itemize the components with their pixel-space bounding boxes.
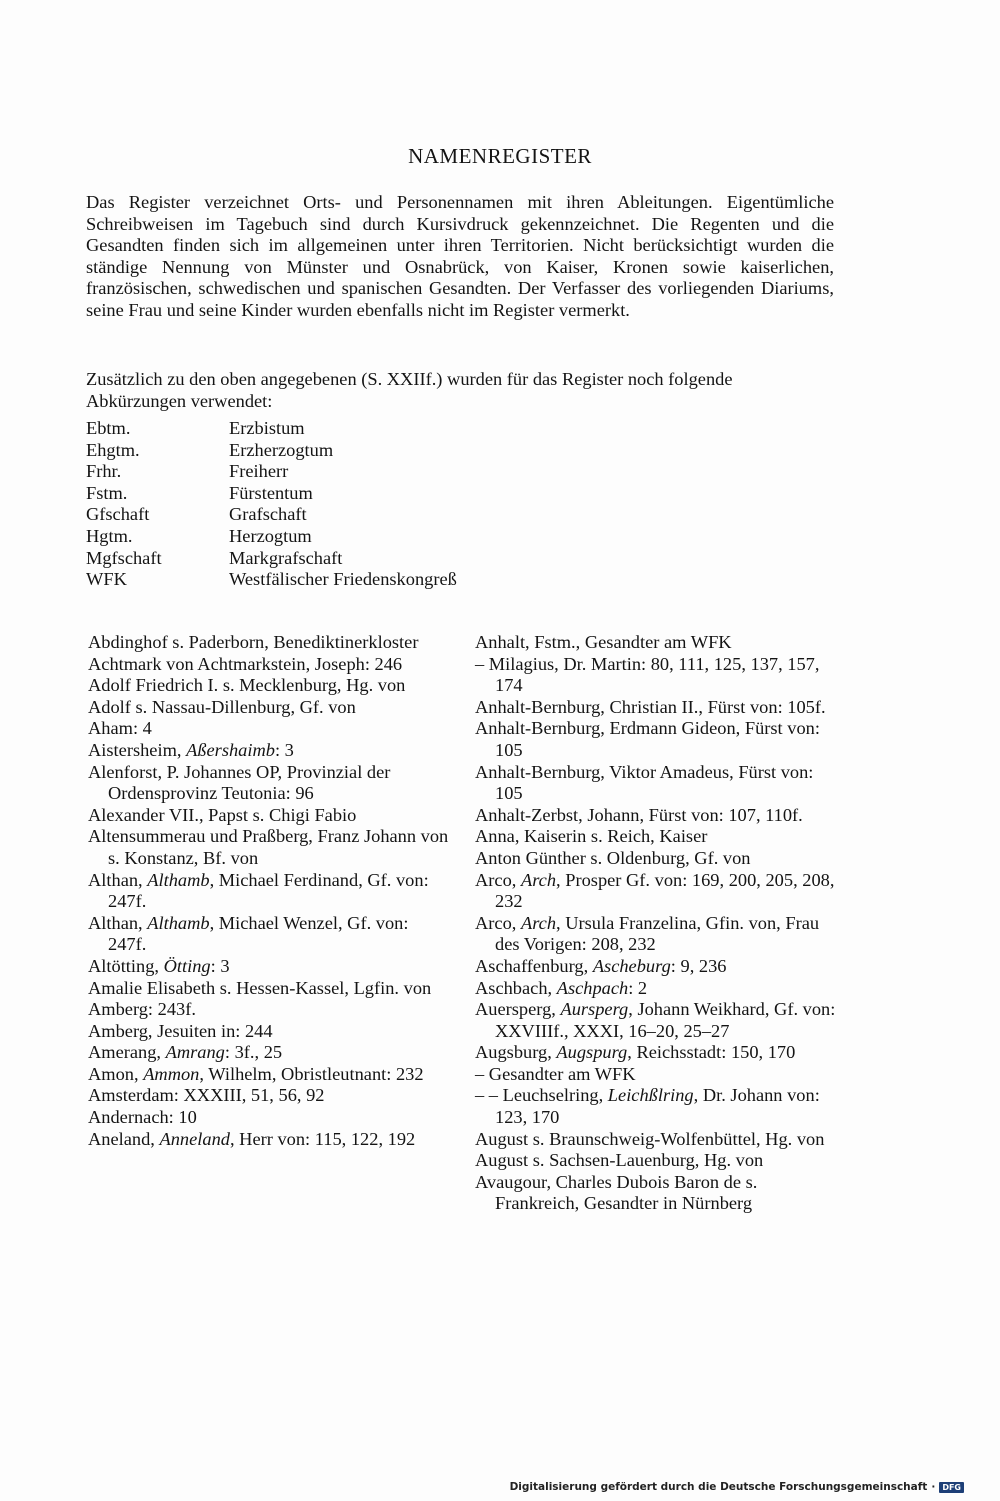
abbreviation-row xyxy=(86,548,457,570)
index-entry xyxy=(88,697,450,719)
index-entry xyxy=(475,913,837,956)
index-entry xyxy=(88,913,450,956)
abbreviation-key: Hgtm. xyxy=(86,525,133,546)
index-entry xyxy=(475,999,837,1042)
index-entry-text: Anhalt-Bernburg, Christian II., Fürst von: 105f. xyxy=(475,696,826,717)
index-entry-text: Anna, Kaiserin s. Reich, Kaiser xyxy=(475,826,708,847)
index-entry-text: Arco, xyxy=(475,912,521,933)
index-entry-text: : 3f., 25 xyxy=(224,1042,283,1063)
index-entry xyxy=(88,718,450,740)
index-entry xyxy=(88,1085,450,1107)
index-entry-text: Achtmark von Achtmarkstein, Joseph: 246 xyxy=(88,653,403,674)
abbreviation-key: Ehgtm. xyxy=(86,439,140,460)
abbreviation-row xyxy=(86,483,457,505)
index-entry-variant: Arch xyxy=(520,912,557,933)
index-entry-text: Aistersheim, xyxy=(88,739,187,760)
index-entry xyxy=(88,1064,450,1086)
index-entry xyxy=(88,1129,450,1151)
abbreviation-meaning: Fürstentum xyxy=(229,482,313,503)
index-entry-variant: Althamb xyxy=(147,912,210,933)
index-entry xyxy=(88,654,450,676)
index-entry-text: Althan, xyxy=(88,869,148,890)
index-entry-text: Altensummerau und Praßberg, Franz Johann von s. Konstanz, Bf. von xyxy=(88,826,449,868)
abbreviation-meaning: Erzbistum xyxy=(229,418,305,438)
index-entry-text: , Ursula Franzelina, Gfin. von, Frau des Vorigen: 208, 232 xyxy=(495,912,820,955)
index-entry-text: Amerang, xyxy=(88,1042,166,1063)
abbreviation-key: Fstm. xyxy=(86,482,128,503)
index-entry-text: : 2 xyxy=(628,977,648,998)
index-entry xyxy=(88,956,450,978)
index-entry-text: Arco, xyxy=(475,869,521,890)
intro-paragraph: Das Register verzeichnet Orts- und Personennamen mit ihren Ableitungen. Eigentümliche Schreibweisen im Tagebuch sind durch Kursivdruck gekennzeichnet. Die Regenten und die Gesandten finden sich im allgemeinen unter ihren Territorien. Nicht berücksichtigt wurden die ständige Nennung von Münster und Osnabrück, von Kaiser, Kronen sowie kaiserlichen, französischen, schwedischen und spanischen Gesandten. Der Verfasser des vorliegenden Diariums, seine Frau und seine Kinder wurden ebenfalls nicht im Register vermerkt. xyxy=(86,192,834,320)
index-entry xyxy=(88,762,450,805)
index-entry xyxy=(475,1150,837,1172)
index-entry-text: – Gesandter am WFK xyxy=(475,1063,636,1084)
index-entry-variant: Aßershaimb xyxy=(186,739,275,760)
index-entry-text: Adolf s. Nassau-Dillenburg, Gf. von xyxy=(88,696,356,717)
index-entry-text: Amon, xyxy=(88,1063,144,1084)
index-entry-text: : 3 xyxy=(274,739,294,760)
index-entry-variant: Arch xyxy=(520,869,557,890)
abbreviation-meaning: Herzogtum xyxy=(229,525,312,546)
index-entry-text: : 9, 236 xyxy=(670,955,727,976)
index-entry-text: Althan, xyxy=(88,912,148,933)
index-entry xyxy=(88,805,450,827)
index-entry xyxy=(88,978,450,1000)
index-entry-text: Augsburg, xyxy=(475,1042,557,1063)
index-entry xyxy=(475,848,837,870)
index-entry xyxy=(475,1042,837,1064)
index-entry xyxy=(88,826,450,869)
index-entry xyxy=(475,826,837,848)
index-column-right xyxy=(475,632,837,1215)
abbreviation-intro: Zusätzlich zu den oben angegebenen (S. XXIIf.) wurden für das Register noch folgende Abkürzungen verwendet: xyxy=(86,369,733,411)
index-entry-variant: Anneland xyxy=(159,1128,230,1149)
index-entry xyxy=(475,1172,837,1215)
index-entry-text: Anton Günther s. Oldenburg, Gf. von xyxy=(475,847,751,868)
index-entry-variant: Ötting xyxy=(163,955,211,976)
index-entry xyxy=(88,1021,450,1043)
index-entry-variant: Amrang xyxy=(165,1042,225,1063)
abbreviation-key: Mgfschaft xyxy=(86,547,162,568)
index-entry-text: Abdinghof s. Paderborn, Benediktinerkloster xyxy=(88,632,419,652)
abbreviation-key: Ebtm. xyxy=(86,418,131,438)
index-entry xyxy=(88,999,450,1021)
index-entry-text: Amsterdam: XXXIII, 51, 56, 92 xyxy=(88,1085,325,1106)
index-entry-text: , Dr. Johann von: 123, 170 xyxy=(495,1085,820,1128)
index-entry-variant: Augspurg xyxy=(556,1042,628,1063)
abbreviation-row xyxy=(86,569,457,591)
abbreviation-key: WFK xyxy=(86,569,127,590)
abbreviation-row xyxy=(86,440,457,462)
abbreviation-meaning: Freiherr xyxy=(229,461,289,482)
abbreviation-meaning: Markgrafschaft xyxy=(229,547,343,568)
index-column-left xyxy=(88,632,450,1150)
index-entry xyxy=(475,805,837,827)
index-entry-text: , Wilhelm, Obristleutnant: 232 xyxy=(199,1063,424,1084)
index-entry xyxy=(475,1085,837,1128)
abbreviation-meaning: Erzherzogtum xyxy=(229,439,334,460)
index-entry xyxy=(475,762,837,805)
index-entry xyxy=(88,1042,450,1064)
abbreviation-row xyxy=(86,504,457,526)
index-entry-text: Alenforst, P. Johannes OP, Provinzial der Ordensprovinz Teutonia: 96 xyxy=(88,761,391,804)
abbreviation-meaning: Westfälischer Friedenskongreß xyxy=(229,569,457,590)
index-entry-text: Alexander VII., Papst s. Chigi Fabio xyxy=(88,804,357,825)
index-entry-text: Adolf Friedrich I. s. Mecklenburg, Hg. von xyxy=(88,675,406,696)
index-entry-text: August s. Sachsen-Lauenburg, Hg. von xyxy=(475,1150,764,1171)
index-entry xyxy=(475,632,837,654)
index-entry-text: Anhalt-Bernburg, Erdmann Gideon, Fürst von: 105 xyxy=(475,718,820,760)
footer-text: Digitalisierung gefördert durch die Deutsche Forschungsgemeinschaft xyxy=(509,1481,928,1493)
index-entry-text: , Michael Ferdinand, Gf. von: 247f. xyxy=(108,869,429,912)
index-entry xyxy=(88,1107,450,1129)
index-entry-text: Andernach: 10 xyxy=(88,1107,197,1128)
index-entry xyxy=(475,718,837,761)
index-entry-text: – Milagius, Dr. Martin: 80, 111, 125, 137, 157, 174 xyxy=(475,653,820,696)
dfg-logo: DFG xyxy=(939,1482,964,1493)
index-entry-variant: Ascheburg xyxy=(592,955,671,976)
index-entry-variant: Ammon xyxy=(143,1063,200,1084)
index-entry-text: Amalie Elisabeth s. Hessen-Kassel, Lgfin. von xyxy=(88,977,432,998)
index-entry xyxy=(88,740,450,762)
abbreviation-row xyxy=(86,526,457,548)
index-entry-variant: Aschpach xyxy=(556,977,629,998)
abbreviation-key: Gfschaft xyxy=(86,504,150,525)
index-entry-text: – – Leuchselring, xyxy=(475,1085,608,1106)
index-entry-text: , Reichsstadt: 150, 170 xyxy=(627,1042,796,1063)
index-entry-text: : 3 xyxy=(210,955,230,976)
abbreviation-row xyxy=(86,461,457,483)
index-entry-text: , Michael Wenzel, Gf. von: 247f. xyxy=(108,912,409,955)
index-entry-text: , Johann Weikhard, Gf. von: XXVIIIf., XXXI, 16–20, 25–27 xyxy=(495,999,836,1041)
page-title: NAMENREGISTER xyxy=(408,144,592,168)
index-entry xyxy=(475,1129,837,1151)
index-entry xyxy=(88,632,450,654)
abbreviation-list xyxy=(86,418,457,591)
index-entry-text: Amberg: 243f. xyxy=(88,999,196,1020)
index-entry-text: Anhalt-Bernburg, Viktor Amadeus, Fürst von: 105 xyxy=(475,761,814,804)
index-entry-variant: Althamb xyxy=(147,869,210,890)
index-entry xyxy=(475,697,837,719)
abbreviation-key: Frhr. xyxy=(86,461,122,482)
index-entry-text: Avaugour, Charles Dubois Baron de s. Frankreich, Gesandter in Nürnberg xyxy=(475,1171,758,1214)
index-entry-text: Anhalt-Zerbst, Johann, Fürst von: 107, 110f. xyxy=(475,804,803,825)
index-entry xyxy=(88,675,450,697)
index-entry xyxy=(475,956,837,978)
funding-footer: Digitalisierung gefördert durch die Deutsche Forschungsgemeinschaft · DFG xyxy=(510,1481,964,1493)
index-entry xyxy=(475,654,837,697)
index-entry-variant: Leichßlring xyxy=(607,1085,694,1106)
index-entry xyxy=(475,870,837,913)
index-entry xyxy=(88,870,450,913)
index-entry-text: Aneland, xyxy=(88,1128,160,1149)
index-entry-text: Auersperg, xyxy=(475,999,561,1020)
abbreviation-meaning: Grafschaft xyxy=(229,504,307,525)
index-entry xyxy=(475,1064,837,1086)
index-entry-text: Aschbach, xyxy=(475,977,557,998)
index-entry-text: , Herr von: 115, 122, 192 xyxy=(229,1128,416,1149)
index-entry-text: , Prosper Gf. von: 169, 200, 205, 208, 232 xyxy=(495,869,835,912)
index-entry xyxy=(475,978,837,1000)
index-entry-text: Aham: 4 xyxy=(88,718,152,739)
index-entry-text: Aschaffenburg, xyxy=(475,955,593,976)
abbreviation-row xyxy=(86,418,457,440)
index-entry-text: Altötting, xyxy=(88,955,164,976)
index-entry-variant: Aursperg xyxy=(560,999,629,1020)
index-entry-text: August s. Braunschweig-Wolfenbüttel, Hg. von xyxy=(475,1128,825,1149)
index-entry-text: Amberg, Jesuiten in: 244 xyxy=(88,1020,273,1041)
index-entry-text: Anhalt, Fstm., Gesandter am WFK xyxy=(475,632,732,652)
